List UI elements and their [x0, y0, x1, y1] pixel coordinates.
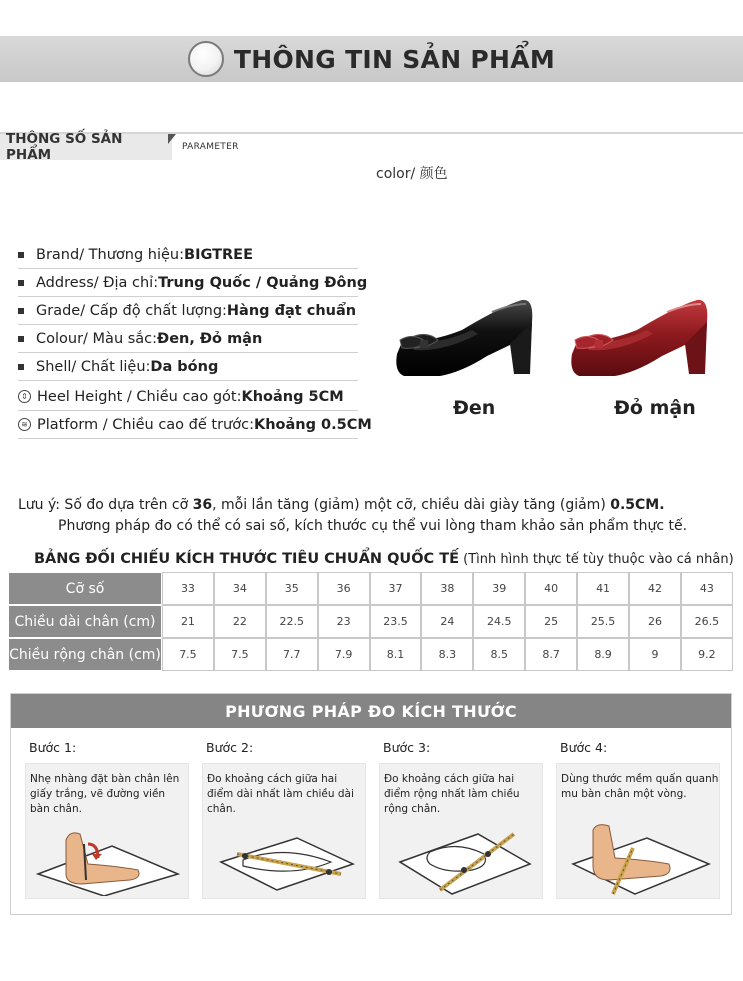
table-cell: 22.5 [266, 605, 318, 638]
table-cell: 9.2 [681, 638, 733, 671]
note-line-2: Phương pháp đo có thể có sai số, kích thước cụ thể vui lòng tham khảo sản phẩm thực tế. [58, 518, 688, 534]
step-title: Bước 3: [383, 740, 431, 755]
table-cell: 23.5 [370, 605, 422, 638]
color-label: color/ 颜色 [376, 166, 448, 182]
spec-label: Brand/ Thương hiệu: [36, 246, 185, 263]
table-cell: 25.5 [577, 605, 629, 638]
corner-triangle-icon [168, 134, 176, 144]
table-cell: 39 [473, 572, 525, 605]
params-subtitle: PARAMETER [182, 142, 239, 152]
table-cell: 8.5 [473, 638, 525, 671]
table-cell: 36 [318, 572, 370, 605]
table-row [8, 572, 733, 605]
heel-height-icon: ⇕ [18, 390, 31, 403]
table-cell: 38 [421, 572, 473, 605]
step-3 [379, 740, 543, 898]
square-bullet-icon [18, 280, 24, 286]
table-cell: 40 [525, 572, 577, 605]
step-title: Bước 2: [206, 740, 254, 755]
size-table-title-main: BẢNG ĐỐI CHIẾU KÍCH THƯỚC TIÊU CHUẨN QUỐC TẾ [34, 551, 460, 567]
size-table-title [34, 548, 734, 567]
table-cell: 8.9 [577, 638, 629, 671]
step-title: Bước 1: [29, 740, 77, 755]
step-card [25, 763, 189, 899]
table-cell: 7.5 [214, 638, 266, 671]
spec-value: Khoảng 0.5CM [253, 416, 372, 433]
spec-value: BIGTREE [184, 246, 253, 263]
spec-grade [18, 297, 358, 325]
shoe-black-image [392, 292, 538, 382]
table-cell: 7.7 [266, 638, 318, 671]
spec-label: Address/ Địa chỉ: [36, 274, 159, 291]
square-bullet-icon [18, 364, 24, 370]
row-header: Chiều rộng chân (cm) [8, 638, 162, 671]
step-card [379, 763, 543, 899]
spec-value: Trung Quốc / Quảng Đông [158, 274, 368, 291]
spec-heel-height [18, 383, 358, 411]
table-cell: 7.9 [318, 638, 370, 671]
step-2 [202, 740, 366, 898]
table-cell: 24 [421, 605, 473, 638]
square-bullet-icon [18, 336, 24, 342]
spec-value: Khoảng 5CM [241, 388, 344, 405]
color-name-red: Đỏ mận [614, 397, 696, 419]
table-cell: 8.1 [370, 638, 422, 671]
spec-platform [18, 411, 372, 439]
params-tab [0, 131, 172, 163]
spec-address [18, 269, 368, 297]
table-cell: 35 [266, 572, 318, 605]
measure-section [10, 693, 732, 915]
step-desc: Nhẹ nhàng đặt bàn chân lên giấy trắng, vẽ đường viền bàn chân. [30, 773, 180, 815]
spec-label: Heel Height / Chiều cao gót: [37, 388, 242, 405]
color-name-black: Đen [453, 397, 496, 419]
foot-width-diagram-icon [380, 804, 544, 896]
note-bold: 0.5CM. [610, 497, 665, 513]
table-cell: 43 [681, 572, 733, 605]
table-cell: 24.5 [473, 605, 525, 638]
table-cell: 9 [629, 638, 681, 671]
spec-colour [18, 325, 358, 353]
foot-length-diagram-icon [203, 804, 367, 896]
note-text: Lưu ý: Số đo dựa trên cỡ [18, 497, 193, 513]
table-cell: 8.3 [421, 638, 473, 671]
step-1 [25, 740, 189, 898]
table-row [8, 605, 733, 638]
params-title: THÔNG SỐ SẢN PHẨM [6, 131, 123, 163]
step-4 [556, 740, 720, 898]
step-card [556, 763, 720, 899]
spec-shell [18, 353, 358, 381]
table-cell: 22 [214, 605, 266, 638]
measure-title: PHƯƠNG PHÁP ĐO KÍCH THƯỚC [225, 701, 517, 721]
spec-brand [18, 241, 358, 269]
shoe-red-image [567, 292, 713, 382]
step-desc: Dùng thước mềm quấn quanh mu bàn chân một vòng. [561, 773, 719, 800]
spec-value: Hàng đạt chuẩn [226, 302, 357, 319]
table-cell: 26.5 [681, 605, 733, 638]
square-bullet-icon [18, 252, 24, 258]
platform-icon: ≋ [18, 418, 31, 431]
row-header: Chiều dài chân (cm) [8, 605, 162, 638]
header-banner [0, 36, 743, 82]
step-card [202, 763, 366, 899]
table-cell: 8.7 [525, 638, 577, 671]
page-title: THÔNG TIN SẢN PHẨM [233, 44, 556, 74]
square-bullet-icon [18, 308, 24, 314]
table-cell: 7.5 [162, 638, 214, 671]
spec-label: Grade/ Cấp độ chất lượng: [36, 302, 227, 319]
table-cell: 23 [318, 605, 370, 638]
table-cell: 33 [162, 572, 214, 605]
step-desc: Đo khoảng cách giữa hai điểm rộng nhất làm chiều rộng chân. [384, 773, 520, 815]
note-bold: 36 [192, 497, 213, 513]
measure-header [11, 694, 731, 728]
table-cell: 26 [629, 605, 681, 638]
note-line-1 [18, 497, 665, 513]
foot-on-paper-icon [26, 804, 190, 896]
table-cell: 34 [214, 572, 266, 605]
row-header: Cỡ số [8, 572, 162, 605]
step-desc: Đo khoảng cách giữa hai điểm dài nhất làm chiều dài chân. [207, 773, 354, 815]
table-cell: 25 [525, 605, 577, 638]
table-cell: 41 [577, 572, 629, 605]
circle-icon [188, 41, 224, 77]
spec-label: Platform / Chiều cao đế trước: [37, 416, 254, 433]
size-table-title-sub: (Tình hình thực tế tùy thuộc vào cá nhân) [459, 552, 734, 567]
table-cell: 42 [629, 572, 681, 605]
note-text: , mỗi lần tăng (giảm) một cỡ, chiều dài giày tăng (giảm) [212, 497, 611, 513]
size-table [8, 572, 733, 671]
spec-value: Đen, Đỏ mận [157, 330, 263, 347]
foot-tape-measure-icon [557, 804, 721, 896]
table-cell: 37 [370, 572, 422, 605]
table-row [8, 638, 733, 671]
spec-value: Da bóng [150, 358, 219, 375]
spec-label: Shell/ Chất liệu: [36, 358, 151, 375]
spec-label: Colour/ Màu sắc: [36, 330, 158, 347]
table-cell: 21 [162, 605, 214, 638]
step-title: Bước 4: [560, 740, 608, 755]
